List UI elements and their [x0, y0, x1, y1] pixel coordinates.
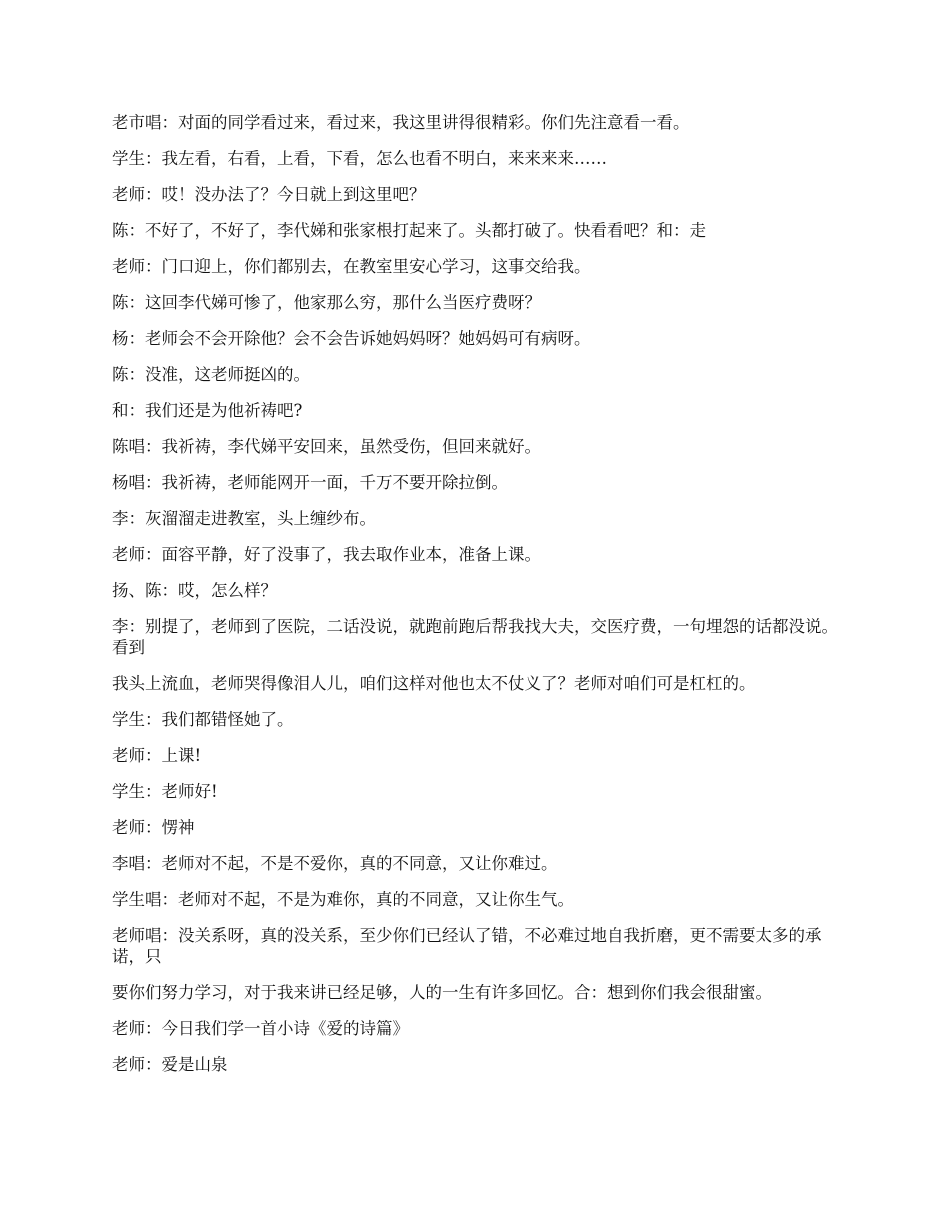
script-line: 扬、陈：哎，怎么样？ [112, 581, 277, 600]
script-line: 老师：愣神 [112, 818, 195, 837]
script-line: 老师：面容平静，好了没事了，我去取作业本，准备上课。 [112, 545, 541, 564]
script-line: 杨唱：我祈祷，老师能网开一面，千万不要开除拉倒。 [112, 473, 508, 492]
script-line: 陈：这回李代娣可惨了，他家那么穷，那什么当医疗费呀？ [112, 293, 541, 312]
script-line: 和：我们还是为他祈祷吧? [112, 401, 303, 420]
script-line: 陈唱：我祈祷，李代娣平安回来，虽然受伤，但回来就好。 [112, 437, 541, 456]
script-line: 李：灰溜溜走进教室，头上缠纱布。 [112, 509, 376, 528]
script-line: 杨：老师会不会开除他？会不会告诉她妈妈呀？她妈妈可有病呀。 [112, 329, 591, 348]
script-line: 老师：哎！没办法了？今日就上到这里吧？ [112, 185, 426, 204]
script-line: 陈：不好了，不好了，李代娣和张家根打起来了。头都打破了。快看看吧？和：走 [112, 221, 706, 240]
script-line: 学生唱：老师对不起，不是为难你，真的不同意，又让你生气。 [112, 890, 574, 909]
script-line: 老师唱：没关系呀，真的没关系，至少你们已经认了错，不必难过地自我折磨，更不需要太多的承诺，只 [112, 926, 822, 966]
script-line: 陈：没准，这老师挺凶的。 [112, 365, 310, 384]
script-line: 要你们努力学习，对于我来讲已经足够，人的一生有许多回忆。合：想到你们我会很甜蜜。 [112, 983, 772, 1002]
script-line: 老师：门口迎上，你们都别去，在教室里安心学习，这事交给我。 [112, 257, 591, 276]
script-line: 我头上流血，老师哭得像泪人儿，咱们这样对他也太不仗义了？老师对咱们可是杠杠的。 [112, 674, 756, 693]
script-line: 老师：今日我们学一首小诗《爱的诗篇》 [112, 1019, 409, 1038]
script-line: 李唱：老师对不起，不是不爱你，真的不同意，又让你难过。 [112, 854, 558, 873]
script-text-body [112, 112, 842, 1090]
script-line: 李：别提了，老师到了医院，二话没说，就跑前跑后帮我找大夫，交医疗费，一句埋怨的话都没说。看到 [112, 617, 838, 657]
script-line: 学生：老师好! [112, 782, 218, 801]
script-line: 学生：我们都错怪她了。 [112, 710, 294, 729]
script-line: 老师：上课! [112, 746, 202, 765]
script-line: 老师：爱是山泉 [112, 1055, 228, 1074]
script-line: 老市唱：对面的同学看过来，看过来，我这里讲得很精彩。你们先注意看一看。 [112, 113, 690, 132]
script-line: 学生：我左看，右看，上看，下看，怎么也看不明白，来来来来…… [112, 149, 607, 168]
